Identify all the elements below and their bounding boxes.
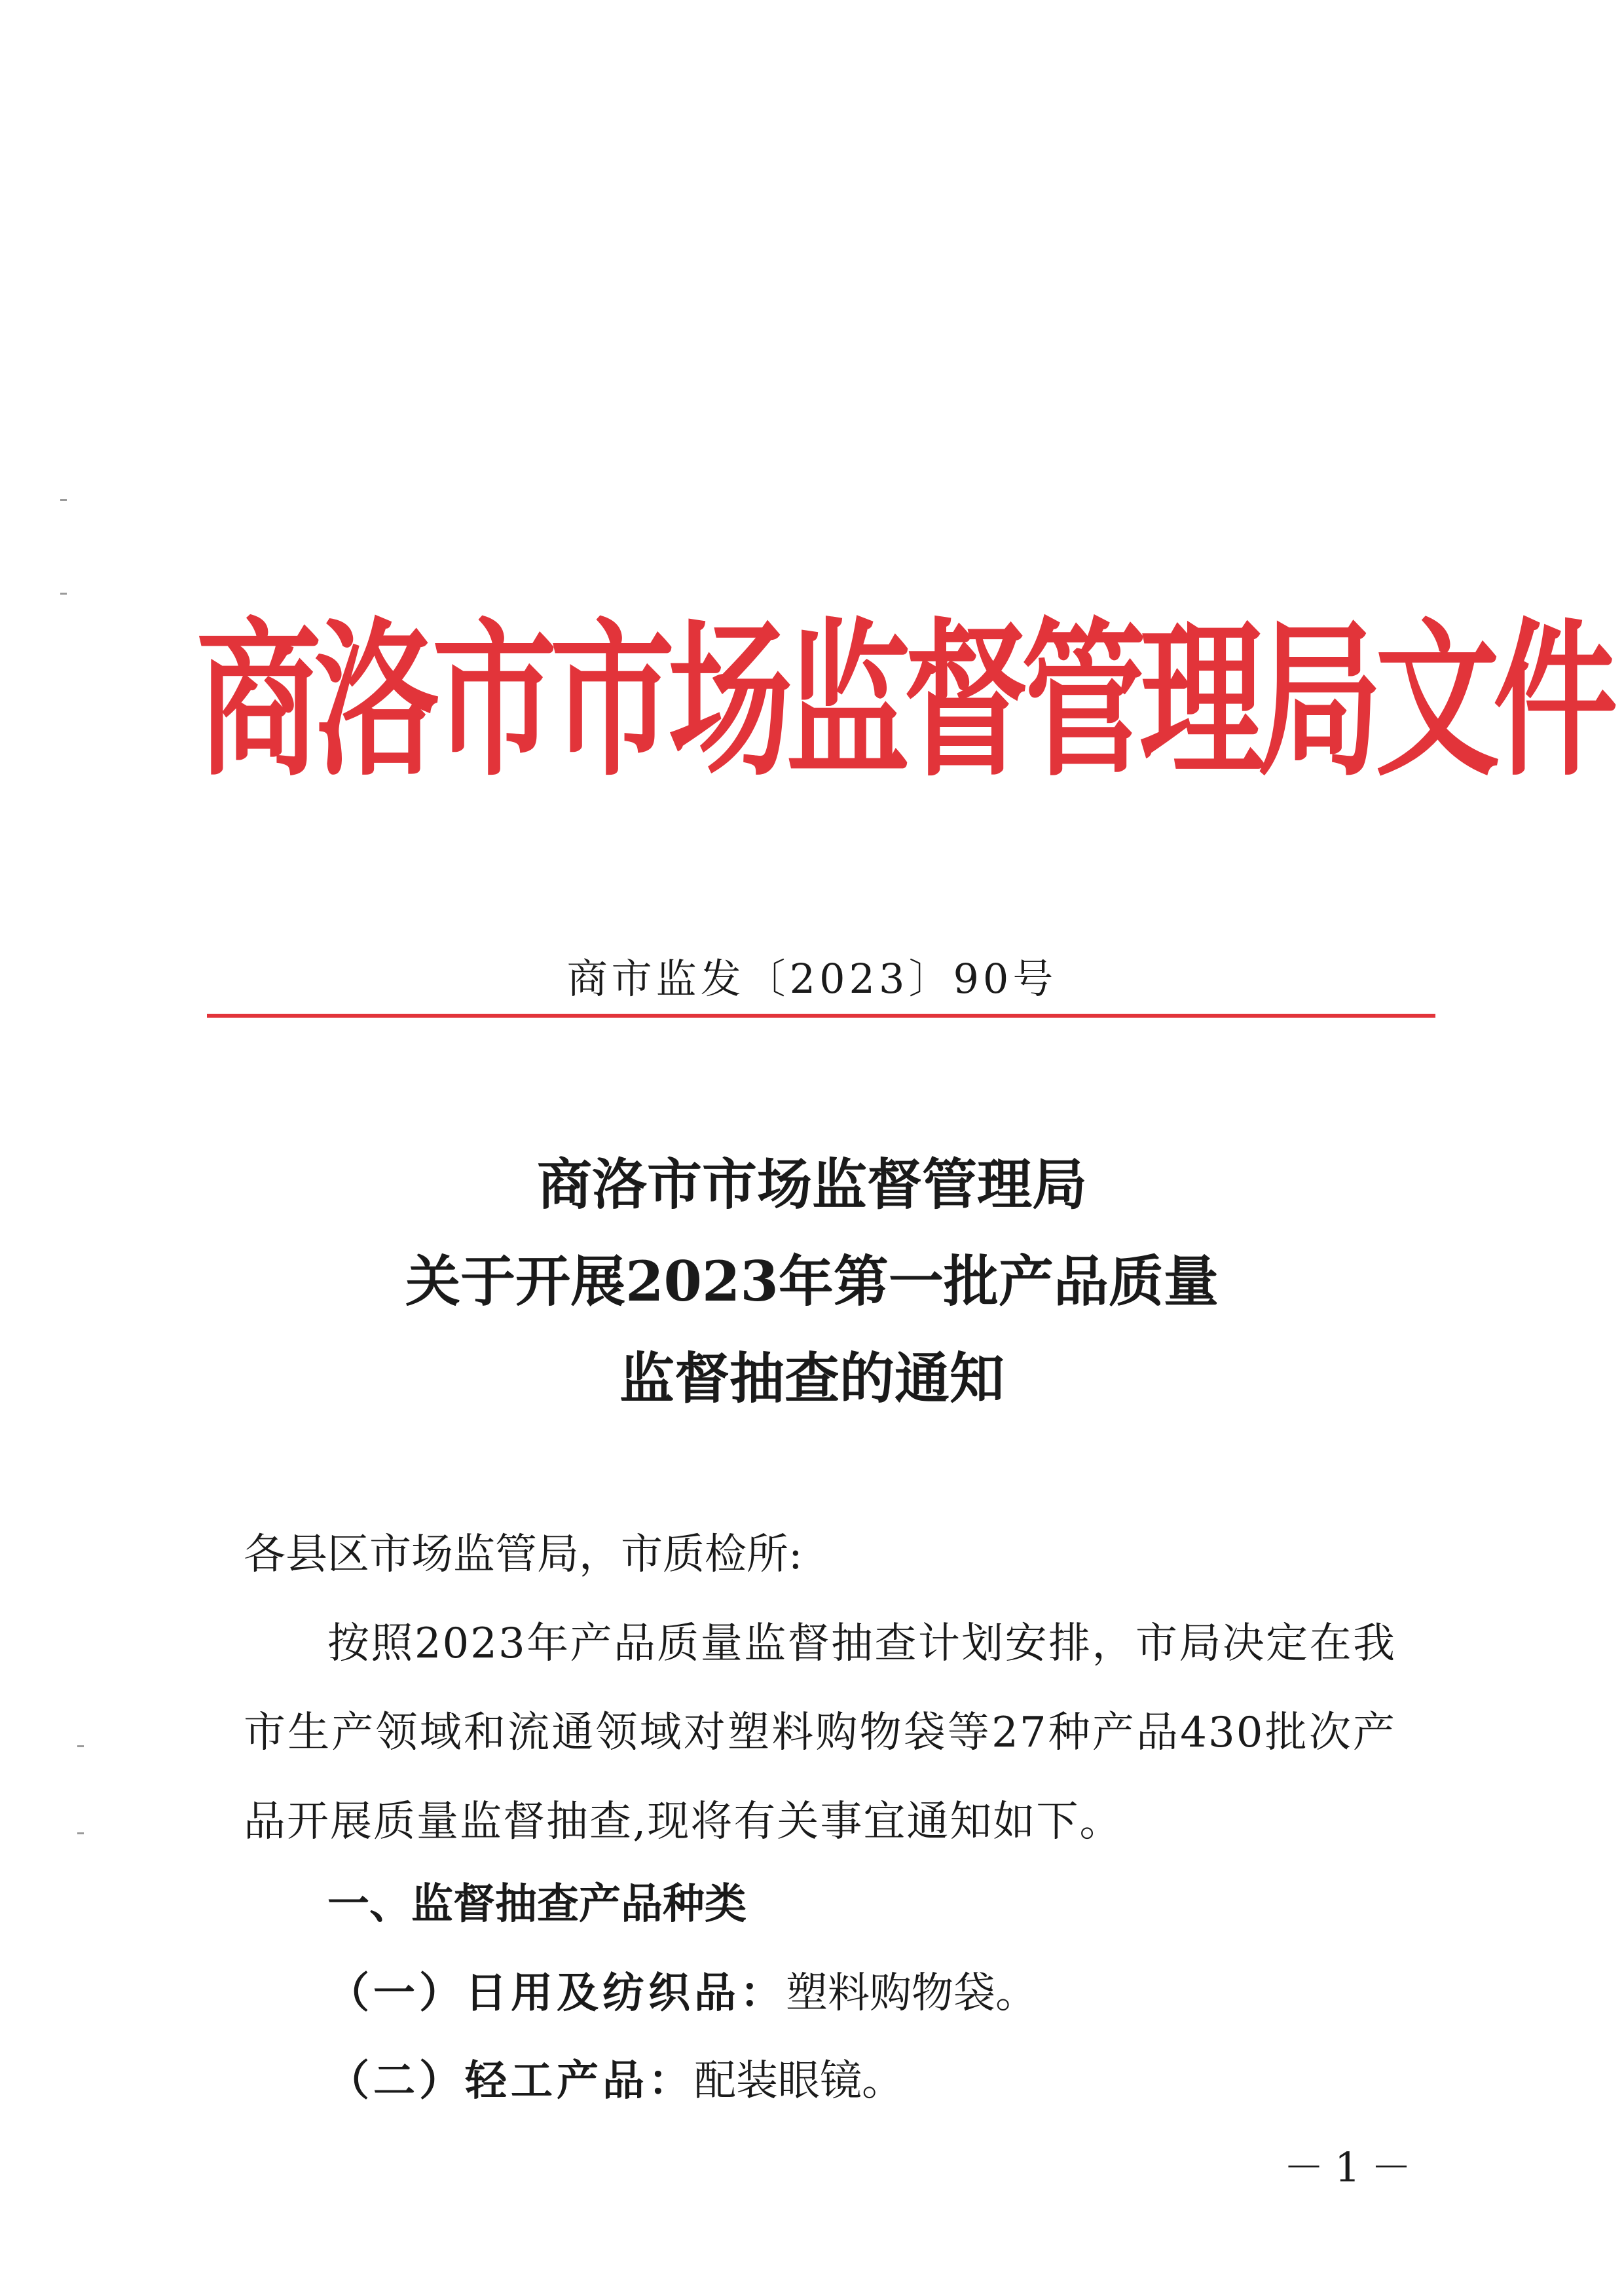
title-line-1: 商洛市市场监督管理局 <box>536 1152 1087 1217</box>
salutation: 各县区市场监管局，市质检所: <box>244 1530 803 1579</box>
document-masthead <box>196 551 1612 851</box>
list-item <box>327 2037 1480 2126</box>
masthead-character: 局 <box>1257 601 1376 799</box>
page-number: －1－ <box>1283 2143 1422 2191</box>
masthead-character: 市 <box>432 601 551 799</box>
document-number: 商市监发〔2023〕90号 <box>566 955 1058 1003</box>
masthead-character: 市 <box>550 601 669 799</box>
list-item-label: （一）日用及纺织品： <box>327 1969 786 2018</box>
masthead-character: 督 <box>904 601 1022 799</box>
masthead-character: 文 <box>1375 601 1494 799</box>
list-item-text: 塑料购物袋。 <box>786 1969 1037 2018</box>
title-line-2: 关于开展2023年第一批产品质量 <box>405 1249 1219 1314</box>
masthead-character: 理 <box>1139 601 1258 799</box>
red-separator-line <box>207 1014 1435 1018</box>
list-item-text: 配装眼镜。 <box>694 2057 904 2105</box>
masthead-character: 件 <box>1493 601 1612 799</box>
masthead-character: 监 <box>786 601 904 799</box>
masthead-character: 管 <box>1022 601 1140 799</box>
title-line-3: 监督抽查的通知 <box>619 1346 1005 1411</box>
masthead-character: 洛 <box>314 601 433 799</box>
document-title <box>0 1136 1624 1427</box>
masthead-character: 商 <box>196 601 315 799</box>
list-item-label: （二）轻工产品： <box>327 2057 694 2105</box>
list-item <box>327 1949 1480 2038</box>
scan-artifact <box>77 1745 84 1747</box>
section-heading: 一、监督抽查产品种类 <box>327 1880 747 1929</box>
masthead-character: 场 <box>668 601 786 799</box>
body-paragraph: 按照2023年产品质量监督抽查计划安排，市局决定在我市生产领域和流通领域对塑料购物袋等27种产品430批次产品开展质量监督抽查,现将有关事宜通知如下。 <box>244 1620 1396 1846</box>
scan-artifact <box>77 1832 84 1834</box>
scan-artifact <box>60 593 67 595</box>
scan-artifact <box>60 499 67 501</box>
